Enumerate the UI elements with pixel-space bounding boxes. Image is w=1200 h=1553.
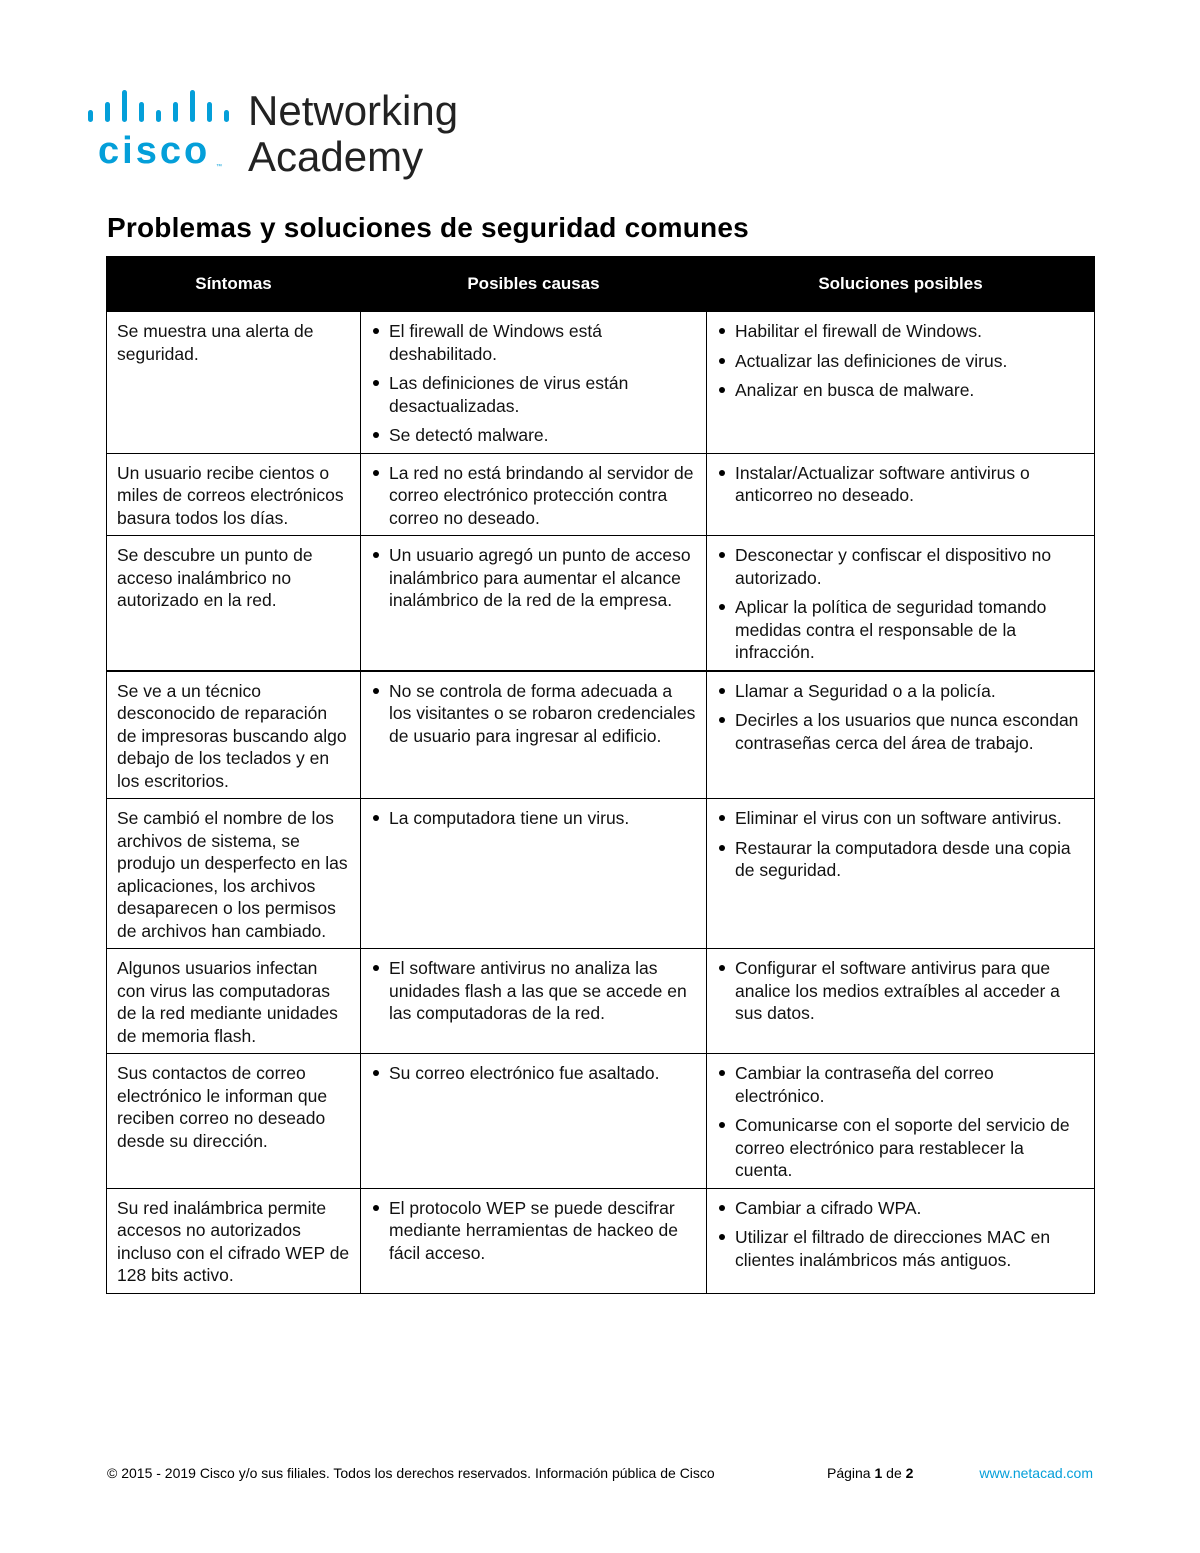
solutions-cell [707,671,1095,799]
causes-cell [361,1054,707,1189]
solutions-cell [707,1054,1095,1189]
page-label: Página [827,1465,871,1481]
causes-cell [361,799,707,949]
page-title: Problemas y soluciones de seguridad comunes [107,212,749,243]
symptom-cell: Sus contactos de correo electrónico le informan que reciben correo no deseado desde su dirección. [107,1054,361,1189]
causes-list [371,680,696,748]
cause-item: La computadora tiene un virus. [371,807,696,830]
solution-item: Habilitar el firewall de Windows. [717,320,1084,343]
solution-item: Utilizar el filtrado de direcciones MAC en clientes inalámbricos más antiguos. [717,1226,1084,1271]
trademark-mark: ™ [216,164,222,170]
symptom-cell: Se ve a un técnico desconocido de reparación de impresoras buscando algo debajo de los teclados y en los escritorios. [107,671,361,799]
cause-item: Se detectó malware. [371,424,696,447]
solutions-cell [707,453,1095,536]
causes-list [371,1197,696,1265]
table-header-row [107,257,1095,312]
solutions-list [717,1062,1084,1182]
causes-cell [361,536,707,671]
cisco-networking-academy-logo [86,88,486,188]
table-row [107,453,1095,536]
causes-cell [361,1188,707,1293]
solution-item: Restaurar la computadora desde una copia de seguridad. [717,837,1084,882]
solutions-list [717,320,1084,402]
table-row [107,536,1095,671]
solution-item: Actualizar las definiciones de virus. [717,350,1084,373]
solutions-cell [707,312,1095,454]
cause-item: El software antivirus no analiza las unidades flash a las que se accede en las computadoras de la red. [371,957,696,1025]
causes-cell [361,312,707,454]
solution-item: Aplicar la política de seguridad tomando medidas contra el responsable de la infracción. [717,596,1084,664]
solutions-list [717,807,1084,882]
solutions-cell [707,799,1095,949]
symptom-cell: Algunos usuarios infectan con virus las computadoras de la red mediante unidades de memoria flash. [107,949,361,1054]
causes-list [371,320,696,447]
solution-item: Analizar en busca de malware. [717,379,1084,402]
causes-list [371,462,696,530]
logo-line-1: Networking [248,87,459,134]
solution-item: Decirles a los usuarios que nunca escondan contraseñas cerca del área de trabajo. [717,709,1084,754]
causes-cell [361,949,707,1054]
solutions-list [717,544,1084,664]
cisco-wordmark: cisco [98,130,211,172]
causes-cell [361,453,707,536]
solution-item: Comunicarse con el soporte del servicio de correo electrónico para restablecer la cuenta. [717,1114,1084,1182]
causes-list [371,957,696,1025]
cause-item: El protocolo WEP se puede descifrar mediante herramientas de hackeo de fácil acceso. [371,1197,696,1265]
page-total: 2 [905,1465,914,1481]
page-number [827,1465,913,1481]
cause-item: La red no está brindando al servidor de correo electrónico protección contra correo no deseado. [371,462,696,530]
solutions-cell [707,1188,1095,1293]
academy-wordmark [248,88,458,180]
solution-item: Cambiar la contraseña del correo electrónico. [717,1062,1084,1107]
symptom-cell: Un usuario recibe cientos o miles de correos electrónicos basura todos los días. [107,453,361,536]
causes-list [371,807,696,830]
solution-item: Eliminar el virus con un software antivirus. [717,807,1084,830]
security-issues-table [106,256,1095,1294]
solutions-cell [707,536,1095,671]
solutions-list [717,1197,1084,1272]
solution-item: Cambiar a cifrado WPA. [717,1197,1084,1220]
page-footer [107,1465,1095,1485]
causes-cell [361,671,707,799]
table-row [107,671,1095,799]
logo-line-2: Academy [248,133,424,180]
cause-item: No se controla de forma adecuada a los visitantes o se robaron credenciales de usuario para ingresar al edificio. [371,680,696,748]
symptom-cell: Su red inalámbrica permite accesos no autorizados incluso con el cifrado WEP de 128 bits activo. [107,1188,361,1293]
solutions-list [717,957,1084,1025]
page-current: 1 [874,1465,883,1481]
solutions-list [717,462,1084,507]
solution-item: Configurar el software antivirus para que analice los medios extraíbles al acceder a sus datos. [717,957,1084,1025]
table-row [107,1054,1095,1189]
causes-list [371,544,696,612]
header-causes: Posibles causas [361,257,707,312]
symptom-cell: Se muestra una alerta de seguridad. [107,312,361,454]
copyright-notice: © 2015 - 2019 Cisco y/o sus filiales. Todos los derechos reservados. Información pública de Cisco [107,1465,715,1481]
cause-item: El firewall de Windows está deshabilitado. [371,320,696,365]
table-row [107,1188,1095,1293]
cause-item: Las definiciones de virus están desactualizadas. [371,372,696,417]
table-row [107,312,1095,454]
cause-item: Un usuario agregó un punto de acceso inalámbrico para aumentar el alcance inalámbrico de la red de la empresa. [371,544,696,612]
causes-list [371,1062,696,1085]
table-row [107,799,1095,949]
cause-item: Su correo electrónico fue asaltado. [371,1062,696,1085]
solution-item: Llamar a Seguridad o a la policía. [717,680,1084,703]
solution-item: Desconectar y confiscar el dispositivo no autorizado. [717,544,1084,589]
solutions-list [717,680,1084,755]
symptom-cell: Se descubre un punto de acceso inalámbrico no autorizado en la red. [107,536,361,671]
solution-item: Instalar/Actualizar software antivirus o anticorreo no deseado. [717,462,1084,507]
netacad-link[interactable]: www.netacad.com [979,1465,1093,1481]
page-of: de [886,1465,902,1481]
table-row [107,949,1095,1054]
solutions-cell [707,949,1095,1054]
header-solutions: Soluciones posibles [707,257,1095,312]
symptom-cell: Se cambió el nombre de los archivos de sistema, se produjo un desperfecto en las aplicaciones, los archivos desaparecen o los permisos de archivos han cambiado. [107,799,361,949]
header-symptoms: Síntomas [107,257,361,312]
